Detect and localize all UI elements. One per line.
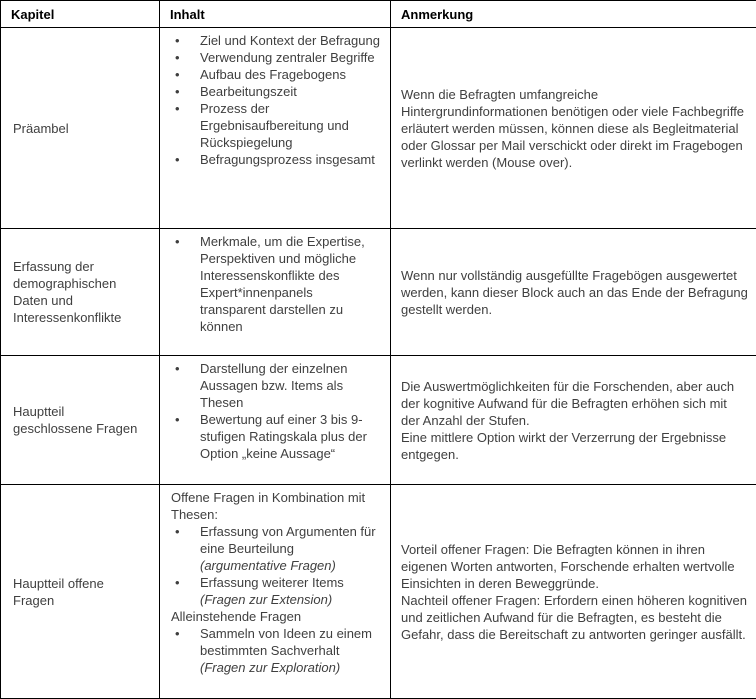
table-body — [1, 28, 756, 699]
table-row — [1, 28, 756, 229]
kapitel-cell: Präambel — [1, 28, 160, 229]
text-segment: Alleinstehende Fragen — [171, 609, 301, 624]
bullet-item — [171, 233, 382, 335]
anmerkung-paragraph: Die Auswertmöglichkeiten für die Forschenden, aber auch der kognitive Aufwand für die Befragten erhöhen sich mit der Anzahl der Stufen. — [401, 378, 748, 429]
text-segment: Offene Fragen in Kombination mit Thesen: — [171, 490, 365, 522]
table-row — [1, 356, 756, 485]
bullet-item — [171, 574, 382, 608]
column-header-inhalt: Inhalt — [160, 1, 391, 28]
anmerkung-paragraph: Wenn nur vollständig ausgefüllte Fragebögen ausgewertet werden, kann dieser Block auch an das Ende der Befragung gestellt werden. — [401, 267, 748, 318]
anmerkung-paragraph: Nachteil offener Fragen: Erfordern einen höheren kognitiven und zeitlichen Aufwand für die Befragten, es besteht die Gefahr, dass die Bereitschaft zu antworten geringer ausfällt. — [401, 592, 748, 643]
text-segment: Aufbau des Fragebogens — [200, 67, 346, 82]
inhalt-cell — [160, 485, 391, 699]
bullet-item — [171, 360, 382, 411]
text-segment: Befragungsprozess insgesamt — [200, 152, 375, 167]
anmerkung-paragraph: Wenn die Befragten umfangreiche Hintergrundinformationen benötigen oder viele Fachbegriffe erläutert werden müssen, können diese als Begleitmaterial oder Glossar per Mail verschickt oder direkt im Fragebogen verlinkt werden (Mouse over). — [401, 86, 748, 171]
anmerkung-cell — [391, 356, 756, 485]
kapitel-cell: Erfassung der demographischen Daten und Interessenkonflikte — [1, 229, 160, 356]
italic-text-segment: (Fragen zur Extension) — [200, 592, 332, 607]
anmerkung-paragraph: Eine mittlere Option wirkt der Verzerrung der Ergebnisse entgegen. — [401, 429, 748, 463]
kapitel-cell: Hauptteil offene Fragen — [1, 485, 160, 699]
text-segment: Verwendung zentraler Begriffe — [200, 50, 375, 65]
text-segment: Darstellung der einzelnen Aussagen bzw. Items als Thesen — [200, 361, 347, 410]
column-header-kapitel: Kapitel — [1, 1, 160, 28]
anmerkung-cell — [391, 28, 756, 229]
bullet-item — [171, 66, 382, 83]
inhalt-text-line — [171, 608, 382, 625]
bullet-item — [171, 411, 382, 462]
bullet-item — [171, 523, 382, 574]
text-segment: Prozess der Ergebnisaufbereitung und Rückspiegelung — [200, 101, 349, 150]
bullet-item — [171, 32, 382, 49]
text-segment: Erfassung weiterer Items — [200, 575, 344, 590]
bullet-item — [171, 49, 382, 66]
bullet-item — [171, 625, 382, 676]
italic-text-segment: (Fragen zur Exploration) — [200, 660, 340, 675]
anmerkung-cell — [391, 485, 756, 699]
text-segment: Sammeln von Ideen zu einem bestimmten Sachverhalt — [200, 626, 372, 658]
text-segment: Erfassung von Argumenten für eine Beurteilung — [200, 524, 376, 556]
bullet-item — [171, 100, 382, 151]
italic-text-segment: (argumentative Fragen) — [200, 558, 336, 573]
table-row — [1, 229, 756, 356]
inhalt-text-line — [171, 489, 382, 523]
text-segment: Merkmale, um die Expertise, Perspektiven und mögliche Interessenskonflikte des Expert*innenpanels transparent darstellen zu können — [200, 234, 365, 334]
inhalt-cell — [160, 356, 391, 485]
bullet-item — [171, 151, 382, 168]
kapitel-cell: Hauptteil geschlossene Fragen — [1, 356, 160, 485]
text-segment: Bearbeitungszeit — [200, 84, 297, 99]
header-row — [1, 1, 756, 28]
table-header — [1, 1, 756, 28]
column-header-anmerkung: Anmerkung — [391, 1, 756, 28]
table-row — [1, 485, 756, 699]
bullet-item — [171, 83, 382, 100]
inhalt-cell — [160, 229, 391, 356]
anmerkung-paragraph: Vorteil offener Fragen: Die Befragten können in ihren eigenen Worten antworten, Forschende erhalten wertvolle Einsichten in deren Beweggründe. — [401, 541, 748, 592]
inhalt-cell — [160, 28, 391, 229]
text-segment: Ziel und Kontext der Befragung — [200, 33, 380, 48]
anmerkung-cell — [391, 229, 756, 356]
text-segment: Bewertung auf einer 3 bis 9-stufigen Ratingskala plus der Option „keine Aussage“ — [200, 412, 367, 461]
